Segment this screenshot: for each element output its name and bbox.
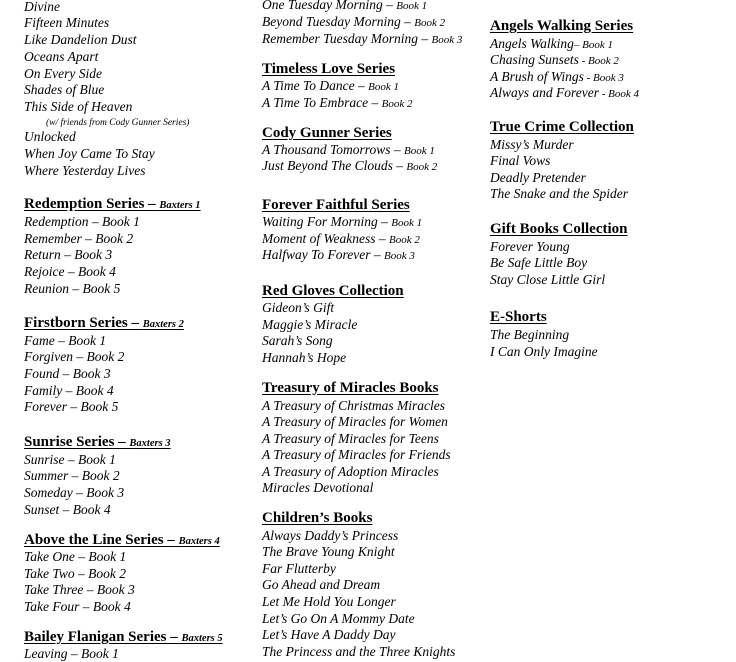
book-title: Forever – Book 5 [24,399,119,414]
book-title: Summer – Book 2 [24,468,120,483]
book-title: Let’s Go On A Mommy Date [262,611,415,626]
book-title: Let Me Hold You Longer [262,594,396,609]
book-title: Sunrise – Book 1 [24,452,116,467]
book-title: Deadly Pretender [490,170,586,185]
series-heading: Children’s Books [262,510,373,526]
book-title: Leaving – Book 1 [24,646,119,661]
book-title: Gideon’s Gift [262,300,335,315]
book-title: Moment of Weakness – Book 2 [262,231,420,246]
book-title: Fame – Book 1 [24,333,107,348]
book-title: Divine [24,0,60,14]
book-title: Take One – Book 1 [24,549,127,564]
book-title: Sarah’s Song [262,333,333,348]
series-heading: Gift Books Collection [490,221,628,237]
series-heading: Timeless Love Series [262,61,396,77]
book-title: Angels Walking– Book 1 [490,36,613,51]
book-title: Just Beyond The Clouds – Book 2 [262,158,438,173]
series-heading: Above the Line Series – Baxters 4 [24,532,220,548]
book-title: Chasing Sunsets - Book 2 [490,52,619,67]
book-title: Take Four – Book 4 [24,599,131,614]
series-heading: Red Gloves Collection [262,283,404,299]
book-title: The Princess and the Three Knights [262,644,456,659]
book-title: Remember Tuesday Morning – Book 3 [262,31,463,46]
series-heading: True Crime Collection [490,119,634,135]
book-title: Final Vows [490,153,551,168]
book-title: Where Yesterday Lives [24,163,146,178]
book-note: (w/ friends from Cody Gunner Series) [46,118,190,128]
book-title: This Side of Heaven [24,99,133,114]
book-title: A Treasury of Christmas Miracles [262,398,446,413]
book-title: Oceans Apart [24,49,99,64]
book-title: Take Two – Book 2 [24,566,127,581]
series-heading: Firstborn Series – Baxters 2 [24,315,184,331]
series-heading: Angels Walking Series [490,18,634,34]
series-heading: Sunrise Series – Baxters 3 [24,434,171,450]
book-title: The Snake and the Spider [490,186,628,201]
book-title: A Time To Embrace – Book 2 [262,95,413,110]
book-title: Waiting For Morning – Book 1 [262,214,423,229]
book-title: A Treasury of Miracles for Teens [262,431,439,446]
series-heading: Cody Gunner Series [262,125,392,141]
book-title: The Beginning [490,327,570,342]
book-title: Always and Forever - Book 4 [490,85,639,100]
book-title: Someday – Book 3 [24,485,125,500]
book-title: Found – Book 3 [24,366,111,381]
book-title: Miracles Devotional [262,480,374,495]
series-heading: Bailey Flanigan Series – Baxters 5 [24,629,223,645]
book-title: Be Safe Little Boy [490,255,588,270]
book-title: Hannah’s Hope [262,350,347,365]
series-heading: E-Shorts [490,309,547,325]
book-title: Return – Book 3 [24,247,113,262]
book-title: A Time To Dance – Book 1 [262,78,399,93]
book-title: Let’s Have A Daddy Day [262,627,396,642]
book-title: I Can Only Imagine [490,344,598,359]
book-title: A Treasury of Miracles for Friends [262,447,451,462]
book-title: The Brave Young Knight [262,544,395,559]
book-title: Take Three – Book 3 [24,582,135,597]
book-title: Fifteen Minutes [24,15,110,30]
book-title: Always Daddy’s Princess [262,528,399,543]
book-title: A Treasury of Adoption Miracles [262,464,439,479]
book-title: Unlocked [24,129,76,144]
book-title: Go Ahead and Dream [262,577,381,592]
book-title: A Treasury of Miracles for Women [262,414,448,429]
series-heading: Redemption Series – Baxters 1 [24,196,201,212]
book-title: Maggie’s Miracle [262,317,358,332]
book-title: Halfway To Forever – Book 3 [262,247,415,262]
book-title: Missy’s Murder [490,137,574,152]
book-title: On Every Side [24,66,102,81]
book-title: Family – Book 4 [24,383,114,398]
book-title: A Brush of Wings - Book 3 [490,69,624,84]
book-title: Like Dandelion Dust [24,32,137,47]
book-title: Sunset – Book 4 [24,502,111,517]
book-title: Stay Close Little Girl [490,272,606,287]
series-heading: Treasury of Miracles Books [262,380,439,396]
book-title: Reunion – Book 5 [24,281,121,296]
book-title: Rejoice – Book 4 [24,264,116,279]
book-title: A Thousand Tomorrows – Book 1 [262,142,435,157]
book-title: Shades of Blue [24,82,105,97]
book-title: Redemption – Book 1 [24,214,140,229]
series-heading: Forever Faithful Series [262,197,410,213]
book-title: Remember – Book 2 [24,231,134,246]
book-title: Far Flutterby [262,561,336,576]
book-title: Forever Young [490,239,570,254]
book-title: When Joy Came To Stay [24,146,155,161]
book-title: Forgiven – Book 2 [24,349,125,364]
book-title: Beyond Tuesday Morning – Book 2 [262,14,446,29]
book-title: One Tuesday Morning – Book 1 [262,0,428,12]
